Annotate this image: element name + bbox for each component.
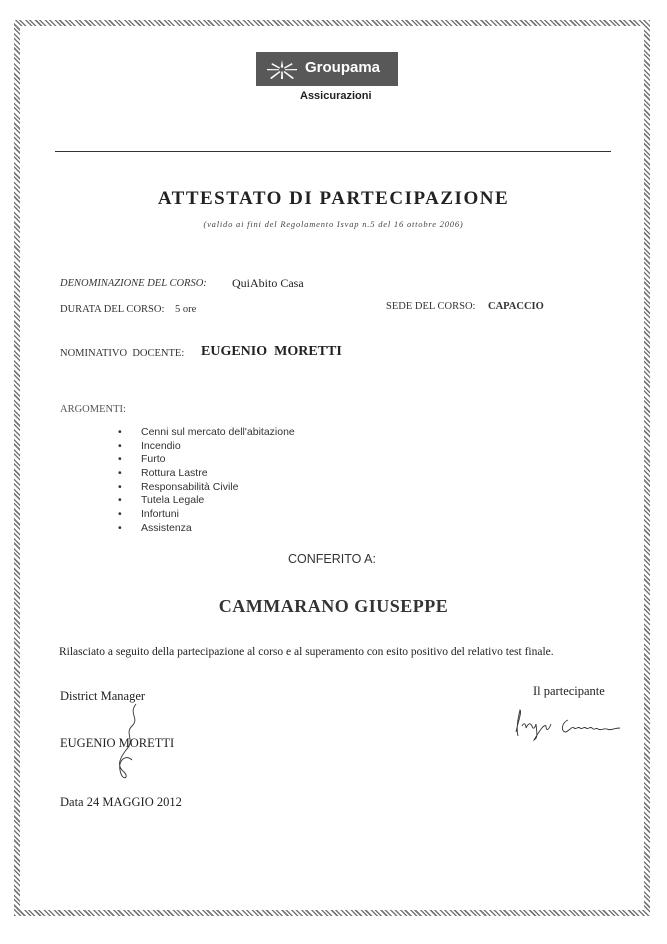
brand-name: Groupama: [305, 59, 381, 76]
teacher-label: NOMINATIVO DOCENTE:: [60, 348, 185, 359]
topics-label: ARGOMENTI:: [60, 404, 126, 415]
course-name-value: QuiAbito Casa: [232, 276, 304, 290]
course-duration-value: 5 ore: [175, 304, 197, 315]
list-item: • Rottura Lastre: [118, 467, 295, 481]
manager-role: District Manager: [60, 689, 146, 703]
recipient-name: CAMMARANO GIUSEPPE: [218, 596, 449, 616]
teacher-name: EUGENIO MORETTI: [201, 344, 342, 359]
conferred-label: CONFERITO A:: [288, 552, 376, 566]
course-name-label: DENOMINAZIONE DEL CORSO:: [60, 278, 207, 289]
list-item: • Responsabilità Civile: [118, 481, 295, 495]
participant-signature: [510, 698, 635, 744]
list-item: • Incendio: [118, 440, 295, 454]
list-item: • Assistenza: [118, 522, 295, 536]
course-location-value: CAPACCIO: [488, 301, 544, 312]
groupama-logo: [256, 52, 398, 86]
list-item: • Cenni sul mercato dell'abitazione: [118, 426, 295, 440]
header-divider: [55, 151, 611, 152]
certificate-title: ATTESTATO DI PARTECIPAZIONE: [157, 188, 510, 209]
topics-list: [118, 426, 295, 536]
course-location-label: SEDE DEL CORSO:: [386, 301, 476, 312]
manager-name: EUGENIO MORETTI: [60, 736, 175, 750]
groupama-emblem-icon: [266, 58, 298, 80]
statement-text: Rilasciato a seguito della partecipazione al corso e al superamento con esito positivo del relativo test finale.: [59, 646, 554, 658]
list-item: • Infortuni: [118, 508, 295, 522]
list-item: • Furto: [118, 453, 295, 467]
issue-date: Data 24 MAGGIO 2012: [60, 795, 182, 809]
list-item: • Tutela Legale: [118, 494, 295, 508]
certificate-subtitle: (valido ai fini del Regolamento Isvap n.5 del 16 ottobre 2006): [203, 219, 464, 229]
course-duration-label: DURATA DEL CORSO:: [60, 304, 165, 315]
brand-subtitle: Assicurazioni: [300, 90, 372, 102]
participant-role: Il partecipante: [533, 684, 605, 698]
